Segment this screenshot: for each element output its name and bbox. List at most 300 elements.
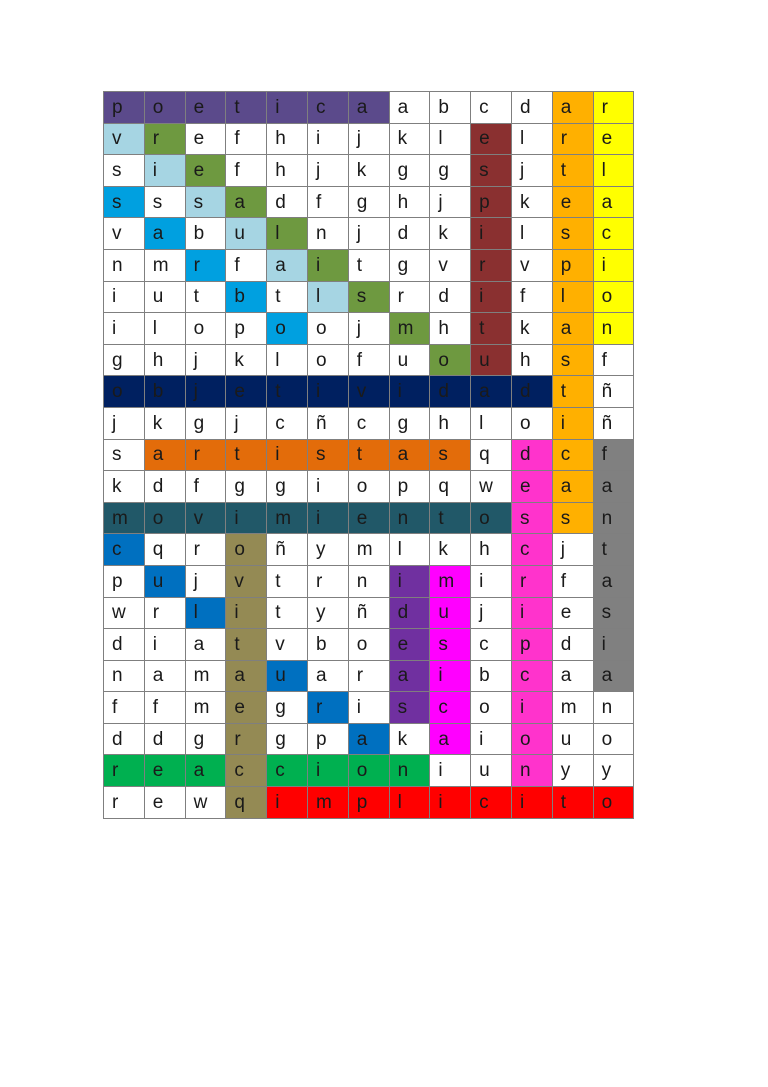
letter-cell[interactable]: n bbox=[348, 565, 389, 597]
letter-cell[interactable]: l bbox=[389, 787, 430, 819]
letter-cell[interactable]: w bbox=[104, 597, 145, 629]
letter-cell[interactable]: l bbox=[267, 344, 308, 376]
letter-cell[interactable]: a bbox=[552, 471, 593, 503]
letter-cell[interactable]: p bbox=[389, 471, 430, 503]
letter-cell[interactable]: t bbox=[226, 439, 267, 471]
letter-cell[interactable]: j bbox=[348, 218, 389, 250]
letter-cell[interactable]: m bbox=[348, 534, 389, 566]
letter-cell[interactable]: l bbox=[552, 281, 593, 313]
letter-cell[interactable]: u bbox=[267, 660, 308, 692]
letter-cell[interactable]: u bbox=[471, 344, 512, 376]
letter-cell[interactable]: d bbox=[389, 218, 430, 250]
letter-cell[interactable]: j bbox=[185, 376, 226, 408]
letter-cell[interactable]: j bbox=[226, 407, 267, 439]
letter-cell[interactable]: e bbox=[226, 692, 267, 724]
letter-cell[interactable]: r bbox=[185, 249, 226, 281]
letter-cell[interactable]: r bbox=[593, 92, 634, 124]
letter-cell[interactable]: b bbox=[471, 660, 512, 692]
letter-cell[interactable]: d bbox=[104, 629, 145, 661]
letter-cell[interactable]: e bbox=[226, 376, 267, 408]
letter-cell[interactable]: d bbox=[430, 376, 471, 408]
letter-cell[interactable]: f bbox=[593, 344, 634, 376]
letter-cell[interactable]: o bbox=[144, 92, 185, 124]
letter-cell[interactable]: s bbox=[348, 281, 389, 313]
letter-cell[interactable]: g bbox=[348, 186, 389, 218]
letter-cell[interactable]: i bbox=[307, 502, 348, 534]
letter-cell[interactable]: q bbox=[430, 471, 471, 503]
letter-cell[interactable]: t bbox=[552, 155, 593, 187]
letter-cell[interactable]: v bbox=[430, 249, 471, 281]
letter-cell[interactable]: k bbox=[511, 313, 552, 345]
letter-cell[interactable]: c bbox=[307, 92, 348, 124]
letter-cell[interactable]: t bbox=[348, 439, 389, 471]
letter-cell[interactable]: a bbox=[552, 313, 593, 345]
letter-cell[interactable]: d bbox=[144, 723, 185, 755]
letter-cell[interactable]: g bbox=[185, 407, 226, 439]
letter-cell[interactable]: i bbox=[307, 249, 348, 281]
letter-cell[interactable]: v bbox=[511, 249, 552, 281]
letter-cell[interactable]: r bbox=[389, 281, 430, 313]
letter-cell[interactable]: o bbox=[348, 471, 389, 503]
letter-cell[interactable]: p bbox=[552, 249, 593, 281]
letter-cell[interactable]: i bbox=[389, 565, 430, 597]
letter-cell[interactable]: r bbox=[144, 597, 185, 629]
letter-cell[interactable]: i bbox=[430, 660, 471, 692]
letter-cell[interactable]: r bbox=[511, 565, 552, 597]
letter-cell[interactable]: v bbox=[104, 218, 145, 250]
letter-cell[interactable]: v bbox=[104, 123, 145, 155]
letter-cell[interactable]: m bbox=[307, 787, 348, 819]
letter-cell[interactable]: i bbox=[307, 471, 348, 503]
letter-cell[interactable]: c bbox=[104, 534, 145, 566]
letter-cell[interactable]: j bbox=[185, 344, 226, 376]
letter-cell[interactable]: h bbox=[267, 123, 308, 155]
letter-cell[interactable]: s bbox=[552, 218, 593, 250]
letter-cell[interactable]: m bbox=[389, 313, 430, 345]
letter-cell[interactable]: h bbox=[511, 344, 552, 376]
letter-cell[interactable]: j bbox=[430, 186, 471, 218]
letter-cell[interactable]: i bbox=[226, 502, 267, 534]
letter-cell[interactable]: k bbox=[226, 344, 267, 376]
letter-cell[interactable]: a bbox=[144, 218, 185, 250]
letter-cell[interactable]: k bbox=[389, 723, 430, 755]
letter-cell[interactable]: s bbox=[104, 155, 145, 187]
letter-cell[interactable]: ñ bbox=[307, 407, 348, 439]
letter-cell[interactable]: n bbox=[389, 755, 430, 787]
letter-cell[interactable]: g bbox=[267, 692, 308, 724]
letter-cell[interactable]: p bbox=[307, 723, 348, 755]
letter-cell[interactable]: r bbox=[185, 534, 226, 566]
letter-cell[interactable]: s bbox=[307, 439, 348, 471]
letter-cell[interactable]: f bbox=[593, 439, 634, 471]
letter-cell[interactable]: q bbox=[471, 439, 512, 471]
letter-cell[interactable]: a bbox=[348, 92, 389, 124]
letter-cell[interactable]: c bbox=[471, 629, 512, 661]
letter-cell[interactable]: o bbox=[104, 376, 145, 408]
letter-cell[interactable]: c bbox=[348, 407, 389, 439]
letter-cell[interactable]: h bbox=[389, 186, 430, 218]
letter-cell[interactable]: c bbox=[552, 439, 593, 471]
letter-cell[interactable]: c bbox=[511, 534, 552, 566]
letter-cell[interactable]: l bbox=[307, 281, 348, 313]
letter-cell[interactable]: e bbox=[593, 123, 634, 155]
letter-cell[interactable]: j bbox=[185, 565, 226, 597]
letter-cell[interactable]: r bbox=[348, 660, 389, 692]
letter-cell[interactable]: i bbox=[307, 376, 348, 408]
letter-cell[interactable]: e bbox=[144, 787, 185, 819]
letter-cell[interactable]: n bbox=[104, 249, 145, 281]
letter-cell[interactable]: q bbox=[144, 534, 185, 566]
letter-cell[interactable]: b bbox=[307, 629, 348, 661]
letter-cell[interactable]: u bbox=[144, 565, 185, 597]
letter-cell[interactable]: p bbox=[511, 629, 552, 661]
letter-cell[interactable]: t bbox=[267, 597, 308, 629]
letter-cell[interactable]: k bbox=[430, 218, 471, 250]
letter-cell[interactable]: l bbox=[267, 218, 308, 250]
letter-cell[interactable]: c bbox=[511, 660, 552, 692]
letter-cell[interactable]: d bbox=[144, 471, 185, 503]
letter-cell[interactable]: m bbox=[144, 249, 185, 281]
letter-cell[interactable]: i bbox=[471, 565, 512, 597]
letter-cell[interactable]: m bbox=[185, 692, 226, 724]
letter-cell[interactable]: d bbox=[430, 281, 471, 313]
letter-cell[interactable]: d bbox=[267, 186, 308, 218]
letter-cell[interactable]: y bbox=[307, 534, 348, 566]
letter-cell[interactable]: g bbox=[389, 407, 430, 439]
letter-cell[interactable]: c bbox=[471, 92, 512, 124]
letter-cell[interactable]: i bbox=[307, 755, 348, 787]
letter-cell[interactable]: l bbox=[593, 155, 634, 187]
letter-cell[interactable]: a bbox=[593, 660, 634, 692]
letter-cell[interactable]: r bbox=[104, 755, 145, 787]
letter-cell[interactable]: i bbox=[104, 313, 145, 345]
letter-cell[interactable]: o bbox=[185, 313, 226, 345]
letter-cell[interactable]: n bbox=[511, 755, 552, 787]
letter-cell[interactable]: m bbox=[430, 565, 471, 597]
letter-cell[interactable]: n bbox=[389, 502, 430, 534]
letter-cell[interactable]: o bbox=[511, 723, 552, 755]
letter-cell[interactable]: a bbox=[144, 660, 185, 692]
letter-cell[interactable]: s bbox=[389, 692, 430, 724]
letter-cell[interactable]: ñ bbox=[267, 534, 308, 566]
letter-cell[interactable]: a bbox=[185, 629, 226, 661]
letter-cell[interactable]: i bbox=[267, 787, 308, 819]
letter-cell[interactable]: l bbox=[389, 534, 430, 566]
letter-cell[interactable]: i bbox=[593, 629, 634, 661]
letter-cell[interactable]: m bbox=[185, 660, 226, 692]
letter-cell[interactable]: l bbox=[430, 123, 471, 155]
letter-cell[interactable]: u bbox=[430, 597, 471, 629]
letter-cell[interactable]: g bbox=[430, 155, 471, 187]
letter-cell[interactable]: f bbox=[511, 281, 552, 313]
letter-cell[interactable]: g bbox=[389, 249, 430, 281]
letter-cell[interactable]: t bbox=[552, 376, 593, 408]
letter-cell[interactable]: f bbox=[144, 692, 185, 724]
letter-cell[interactable]: k bbox=[389, 123, 430, 155]
letter-cell[interactable]: i bbox=[430, 755, 471, 787]
letter-cell[interactable]: a bbox=[307, 660, 348, 692]
letter-cell[interactable]: o bbox=[348, 629, 389, 661]
letter-cell[interactable]: a bbox=[226, 186, 267, 218]
letter-cell[interactable]: b bbox=[144, 376, 185, 408]
letter-cell[interactable]: h bbox=[471, 534, 512, 566]
letter-cell[interactable]: o bbox=[511, 407, 552, 439]
letter-cell[interactable]: u bbox=[552, 723, 593, 755]
letter-cell[interactable]: s bbox=[144, 186, 185, 218]
letter-cell[interactable]: g bbox=[267, 723, 308, 755]
letter-cell[interactable]: i bbox=[144, 155, 185, 187]
letter-cell[interactable]: e bbox=[185, 123, 226, 155]
letter-cell[interactable]: v bbox=[226, 565, 267, 597]
letter-cell[interactable]: s bbox=[185, 186, 226, 218]
letter-cell[interactable]: l bbox=[144, 313, 185, 345]
letter-cell[interactable]: q bbox=[226, 787, 267, 819]
letter-cell[interactable]: k bbox=[104, 471, 145, 503]
letter-cell[interactable]: o bbox=[593, 787, 634, 819]
letter-cell[interactable]: i bbox=[307, 123, 348, 155]
letter-cell[interactable]: o bbox=[348, 755, 389, 787]
letter-cell[interactable]: c bbox=[430, 692, 471, 724]
letter-cell[interactable]: k bbox=[430, 534, 471, 566]
letter-cell[interactable]: t bbox=[226, 92, 267, 124]
letter-cell[interactable]: r bbox=[307, 565, 348, 597]
letter-cell[interactable]: c bbox=[267, 407, 308, 439]
letter-cell[interactable]: c bbox=[471, 787, 512, 819]
letter-cell[interactable]: f bbox=[104, 692, 145, 724]
letter-cell[interactable]: d bbox=[104, 723, 145, 755]
letter-cell[interactable]: a bbox=[389, 92, 430, 124]
letter-cell[interactable]: i bbox=[430, 787, 471, 819]
letter-cell[interactable]: f bbox=[226, 123, 267, 155]
letter-cell[interactable]: ñ bbox=[593, 376, 634, 408]
letter-cell[interactable]: h bbox=[430, 407, 471, 439]
letter-cell[interactable]: p bbox=[104, 565, 145, 597]
letter-cell[interactable]: t bbox=[185, 281, 226, 313]
letter-cell[interactable]: w bbox=[185, 787, 226, 819]
letter-cell[interactable]: r bbox=[552, 123, 593, 155]
letter-cell[interactable]: s bbox=[104, 439, 145, 471]
letter-cell[interactable]: f bbox=[185, 471, 226, 503]
letter-cell[interactable]: t bbox=[348, 249, 389, 281]
letter-cell[interactable]: b bbox=[226, 281, 267, 313]
letter-cell[interactable]: s bbox=[552, 502, 593, 534]
letter-cell[interactable]: i bbox=[511, 787, 552, 819]
letter-cell[interactable]: h bbox=[267, 155, 308, 187]
letter-cell[interactable]: u bbox=[471, 755, 512, 787]
letter-cell[interactable]: ñ bbox=[593, 407, 634, 439]
letter-cell[interactable]: u bbox=[144, 281, 185, 313]
letter-cell[interactable]: n bbox=[593, 313, 634, 345]
letter-cell[interactable]: o bbox=[593, 723, 634, 755]
letter-cell[interactable]: d bbox=[511, 376, 552, 408]
letter-cell[interactable]: i bbox=[267, 439, 308, 471]
letter-cell[interactable]: a bbox=[389, 439, 430, 471]
letter-cell[interactable]: m bbox=[104, 502, 145, 534]
letter-cell[interactable]: d bbox=[389, 597, 430, 629]
letter-cell[interactable]: h bbox=[430, 313, 471, 345]
letter-cell[interactable]: f bbox=[552, 565, 593, 597]
letter-cell[interactable]: a bbox=[348, 723, 389, 755]
letter-cell[interactable]: ñ bbox=[348, 597, 389, 629]
letter-cell[interactable]: i bbox=[348, 692, 389, 724]
letter-cell[interactable]: g bbox=[104, 344, 145, 376]
letter-cell[interactable]: i bbox=[471, 281, 512, 313]
letter-cell[interactable]: j bbox=[348, 123, 389, 155]
letter-cell[interactable]: w bbox=[471, 471, 512, 503]
letter-cell[interactable]: r bbox=[226, 723, 267, 755]
grid-row bbox=[104, 723, 634, 755]
letter-cell[interactable]: s bbox=[104, 186, 145, 218]
letter-cell[interactable]: f bbox=[307, 186, 348, 218]
letter-cell[interactable]: a bbox=[144, 439, 185, 471]
letter-cell[interactable]: j bbox=[307, 155, 348, 187]
letter-cell[interactable]: r bbox=[144, 123, 185, 155]
letter-cell[interactable]: n bbox=[307, 218, 348, 250]
letter-cell[interactable]: j bbox=[552, 534, 593, 566]
letter-cell[interactable]: c bbox=[226, 755, 267, 787]
letter-cell[interactable]: e bbox=[185, 92, 226, 124]
letter-cell[interactable]: a bbox=[471, 376, 512, 408]
letter-cell[interactable]: i bbox=[144, 629, 185, 661]
letter-cell[interactable]: i bbox=[226, 597, 267, 629]
letter-cell[interactable]: b bbox=[430, 92, 471, 124]
letter-cell[interactable]: e bbox=[552, 186, 593, 218]
letter-cell[interactable]: g bbox=[226, 471, 267, 503]
letter-cell[interactable]: l bbox=[511, 123, 552, 155]
letter-cell[interactable]: o bbox=[144, 502, 185, 534]
letter-cell[interactable]: s bbox=[471, 155, 512, 187]
letter-cell[interactable]: a bbox=[552, 92, 593, 124]
letter-cell[interactable]: t bbox=[267, 565, 308, 597]
letter-cell[interactable]: t bbox=[267, 376, 308, 408]
letter-cell[interactable]: t bbox=[430, 502, 471, 534]
letter-cell[interactable]: t bbox=[593, 534, 634, 566]
letter-cell[interactable]: r bbox=[307, 692, 348, 724]
letter-cell[interactable]: o bbox=[307, 313, 348, 345]
letter-cell[interactable]: i bbox=[593, 249, 634, 281]
letter-cell[interactable]: k bbox=[348, 155, 389, 187]
letter-cell[interactable]: k bbox=[511, 186, 552, 218]
letter-cell[interactable]: v bbox=[267, 629, 308, 661]
letter-cell[interactable]: y bbox=[307, 597, 348, 629]
letter-cell[interactable]: a bbox=[267, 249, 308, 281]
letter-cell[interactable]: r bbox=[471, 249, 512, 281]
letter-cell[interactable]: a bbox=[185, 755, 226, 787]
letter-cell[interactable]: o bbox=[226, 534, 267, 566]
letter-cell[interactable]: i bbox=[267, 92, 308, 124]
letter-cell[interactable]: p bbox=[348, 787, 389, 819]
letter-cell[interactable]: v bbox=[185, 502, 226, 534]
letter-cell[interactable]: g bbox=[185, 723, 226, 755]
letter-cell[interactable]: r bbox=[104, 787, 145, 819]
letter-cell[interactable]: l bbox=[511, 218, 552, 250]
letter-cell[interactable]: n bbox=[104, 660, 145, 692]
letter-cell[interactable]: s bbox=[552, 344, 593, 376]
letter-cell[interactable]: p bbox=[104, 92, 145, 124]
letter-cell[interactable]: f bbox=[226, 249, 267, 281]
letter-cell[interactable]: i bbox=[511, 597, 552, 629]
letter-cell[interactable]: u bbox=[226, 218, 267, 250]
letter-cell[interactable]: b bbox=[185, 218, 226, 250]
letter-cell[interactable]: i bbox=[471, 218, 512, 250]
letter-cell[interactable]: j bbox=[104, 407, 145, 439]
letter-cell[interactable]: c bbox=[267, 755, 308, 787]
letter-cell[interactable]: a bbox=[593, 186, 634, 218]
letter-cell[interactable]: o bbox=[307, 344, 348, 376]
letter-cell[interactable]: c bbox=[593, 218, 634, 250]
letter-cell[interactable]: t bbox=[552, 787, 593, 819]
letter-cell[interactable]: u bbox=[389, 344, 430, 376]
letter-cell[interactable]: a bbox=[552, 660, 593, 692]
letter-cell[interactable]: j bbox=[471, 597, 512, 629]
letter-cell[interactable]: s bbox=[511, 502, 552, 534]
letter-cell[interactable]: j bbox=[348, 313, 389, 345]
letter-cell[interactable]: i bbox=[471, 723, 512, 755]
letter-cell[interactable]: e bbox=[348, 502, 389, 534]
letter-cell[interactable]: e bbox=[552, 597, 593, 629]
letter-cell[interactable]: v bbox=[348, 376, 389, 408]
letter-cell[interactable]: a bbox=[226, 660, 267, 692]
letter-cell[interactable]: e bbox=[511, 471, 552, 503]
letter-cell[interactable]: i bbox=[104, 281, 145, 313]
letter-cell[interactable]: e bbox=[144, 755, 185, 787]
letter-cell[interactable]: f bbox=[348, 344, 389, 376]
letter-cell[interactable]: i bbox=[552, 407, 593, 439]
letter-cell[interactable]: n bbox=[593, 692, 634, 724]
letter-cell[interactable]: m bbox=[267, 502, 308, 534]
letter-cell[interactable]: y bbox=[593, 755, 634, 787]
letter-cell[interactable]: l bbox=[471, 407, 512, 439]
letter-cell[interactable]: j bbox=[511, 155, 552, 187]
letter-cell[interactable]: n bbox=[593, 502, 634, 534]
letter-cell[interactable]: e bbox=[471, 123, 512, 155]
letter-cell[interactable]: t bbox=[226, 629, 267, 661]
letter-cell[interactable]: r bbox=[185, 439, 226, 471]
letter-cell[interactable]: d bbox=[511, 439, 552, 471]
letter-cell[interactable]: o bbox=[593, 281, 634, 313]
letter-cell[interactable]: a bbox=[593, 471, 634, 503]
letter-cell[interactable]: e bbox=[389, 629, 430, 661]
letter-cell[interactable]: y bbox=[552, 755, 593, 787]
letter-cell[interactable]: t bbox=[267, 281, 308, 313]
letter-cell[interactable]: s bbox=[430, 439, 471, 471]
letter-cell[interactable]: o bbox=[267, 313, 308, 345]
letter-cell[interactable]: f bbox=[226, 155, 267, 187]
letter-cell[interactable]: o bbox=[430, 344, 471, 376]
letter-cell[interactable]: i bbox=[389, 376, 430, 408]
letter-cell[interactable]: g bbox=[267, 471, 308, 503]
letter-cell[interactable]: s bbox=[593, 597, 634, 629]
letter-cell[interactable]: d bbox=[552, 629, 593, 661]
letter-cell[interactable]: a bbox=[430, 723, 471, 755]
letter-cell[interactable]: a bbox=[389, 660, 430, 692]
letter-cell[interactable]: h bbox=[144, 344, 185, 376]
letter-cell[interactable]: d bbox=[511, 92, 552, 124]
letter-cell[interactable]: l bbox=[185, 597, 226, 629]
letter-cell[interactable]: e bbox=[185, 155, 226, 187]
letter-cell[interactable]: m bbox=[552, 692, 593, 724]
letter-cell[interactable]: p bbox=[226, 313, 267, 345]
letter-cell[interactable]: t bbox=[471, 313, 512, 345]
letter-cell[interactable]: a bbox=[593, 565, 634, 597]
letter-cell[interactable]: g bbox=[389, 155, 430, 187]
letter-cell[interactable]: o bbox=[471, 502, 512, 534]
letter-cell[interactable]: i bbox=[511, 692, 552, 724]
letter-cell[interactable]: o bbox=[471, 692, 512, 724]
letter-cell[interactable]: s bbox=[430, 629, 471, 661]
letter-cell[interactable]: k bbox=[144, 407, 185, 439]
letter-cell[interactable]: p bbox=[471, 186, 512, 218]
